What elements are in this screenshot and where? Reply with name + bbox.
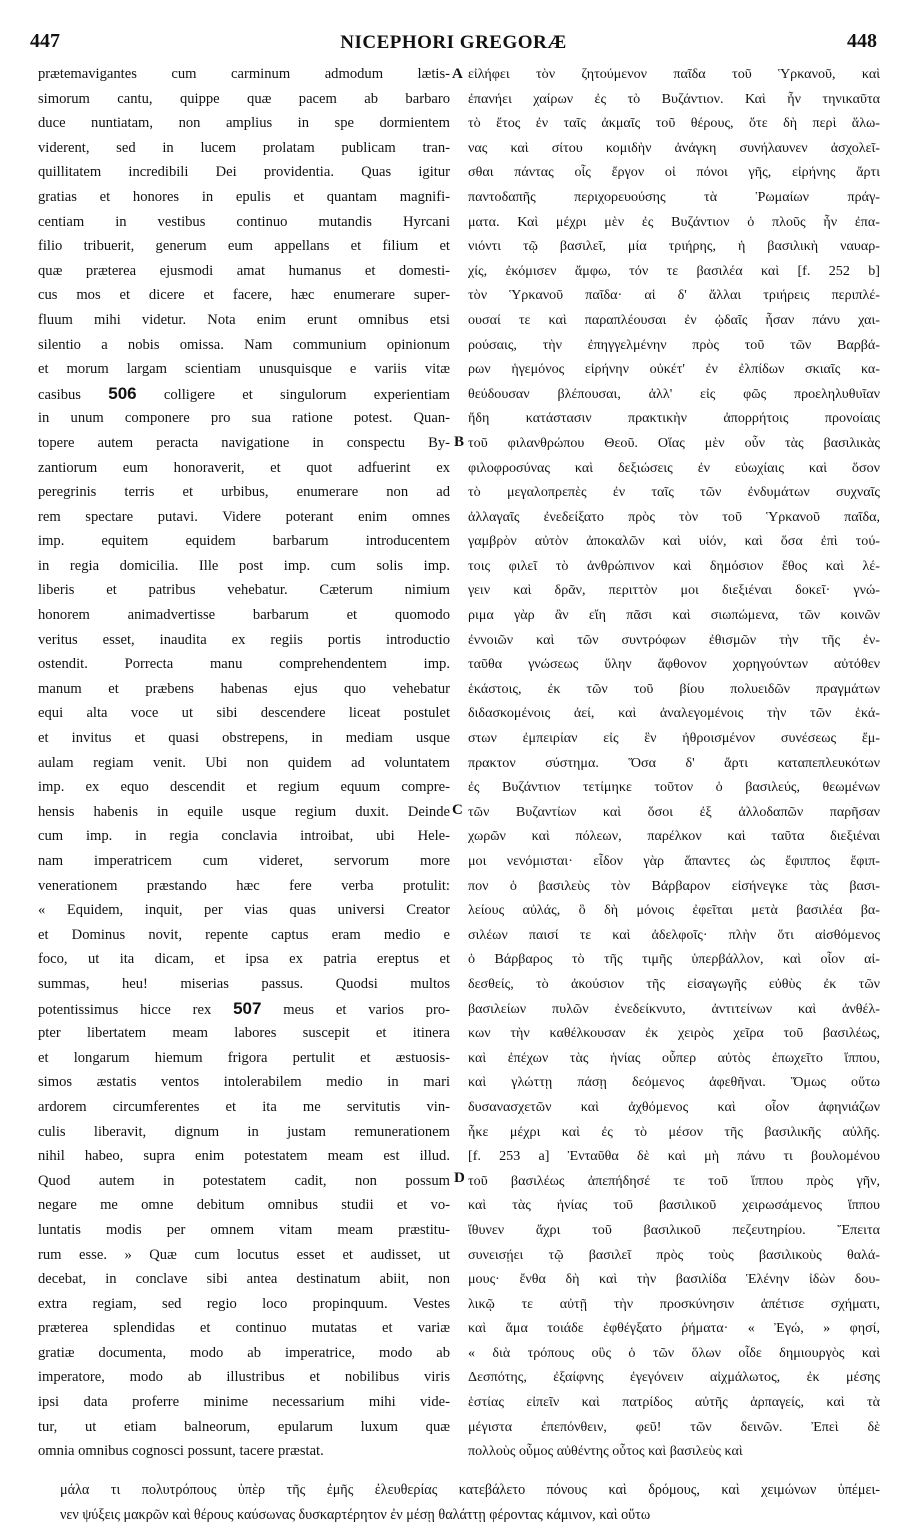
text-line: ἐς Βυζάντιον τετίμηκε τοῦτον ὁ βασιλεύς, θεωμένων xyxy=(468,779,880,796)
text-line: συνεισῄει τῷ βασιλεῖ πρὸς τοὺς βασιλικοὺς θαλά- xyxy=(468,1246,880,1263)
margin-marker-a: A xyxy=(452,66,463,82)
text-line: ardorem circumferentes et ita me servitutis vin- xyxy=(38,1098,450,1115)
text-line: fluum mihi videtur. Nota enim erunt omnibus etsi xyxy=(38,311,450,328)
margin-marker-b: B xyxy=(454,434,465,450)
text-line: et morum largam scientiam unusquisque e variis vitæ xyxy=(38,361,450,378)
text-line: ριμα γὰρ ἂν εἴη πᾶσι καὶ σιωπώμενα, τῶν κοινῶν xyxy=(468,607,880,624)
text-line: τὸν Ὑρκανοῦ παῖδα· αἱ δ' ἄλλαι τριήρεις περιπλέ- xyxy=(468,287,880,304)
text-line: culis liberavit, dignum in justam remunerationem xyxy=(38,1123,450,1140)
text-line: νας καὶ σίτου κομιδὴν ἀνάγκη συνήλαυνεν ἀσχολεῖ- xyxy=(468,139,880,156)
text-line: ἤδη κατάστασιν πρακτικὴν ἀπορρήτοις προνοίαις xyxy=(468,410,880,427)
text-line: βασιλείων πυλῶν ἐνεδείκνυτο, ἀντιτείνων καὶ ἀνθέλ- xyxy=(468,1000,880,1017)
text-line: casibus 506 colligere et singulorum experientiam xyxy=(38,383,450,403)
text-line: equi alta voce ut sibi descendere liceat postulet xyxy=(38,705,450,722)
text-line: ταῦθα γνώσεως ὕλην ἄφθονον χορηγούντων αὐτόθεν xyxy=(468,656,880,673)
inline-page-number: 507 xyxy=(233,998,262,1018)
text-line: nam imperatricem cum videret, servorum more xyxy=(38,853,450,869)
text-line: topere autem peracta navigatione in conspectu By- xyxy=(38,434,450,451)
text-line: καὶ γλώττῃ πάσῃ δεόμενος ἀφεθῆναι. Ὅμως οὕτω xyxy=(468,1074,880,1091)
text-line: cum imp. in regia conclavia introibat, ubi Hele- xyxy=(38,828,450,845)
text-line: καὶ ἐπέχων τὰς ἡνίας οὗπερ αὐτὸς ἐπωχεῖτο ἵππου, xyxy=(468,1049,880,1066)
text-line: παντοδαπῆς περιχορευούσης τὰ Ῥωμαίων πράγ- xyxy=(468,188,880,205)
text-line: « διὰ τρόπους οὓς ὁ τῶν ὅλων οἶδε δημιουργὸς καὶ xyxy=(468,1344,880,1361)
text-line: gratias et honores in epulis et quantam magnifi- xyxy=(38,188,450,205)
text-line: νιόντι τῷ βασιλεῖ, μία τριήρης, ἡ βασιλικὴ ναυαρ- xyxy=(468,238,880,255)
text-line: μους· ἔνθα δὴ καὶ τὴν βασιλίδα Ἑλένην ἰδὼν δου- xyxy=(468,1271,880,1288)
text-line: negare me omne debitum omnibus studii et vo- xyxy=(38,1197,450,1214)
inline-page-number: 506 xyxy=(108,383,137,403)
text-line: στων ἐμπειρίαν εἰς ἓν ἠθροισμένον συνέσεως ἔμ- xyxy=(468,730,880,747)
text-line: δυσανασχετῶν καὶ ἀχθόμενος καὶ οἷον ἀφηνιάζων xyxy=(468,1098,880,1115)
text-line: tur, ut etiam balneorum, epularum luxum quæ xyxy=(38,1418,450,1435)
text-line: ipsi data proferre minime necessarium mihi vide- xyxy=(38,1394,450,1411)
text-line: in regia domicilia. Ille post imp. cum solis imp. xyxy=(38,557,450,574)
text-line: γαμβρὸν αὐτὸν ἀποκαλῶν καὶ υἱόν, καὶ ὅσα ἐπὶ τού- xyxy=(468,533,880,550)
margin-marker-d: D xyxy=(454,1170,465,1186)
text-line: imperatore, modo ab illustribus et nobilibus viris xyxy=(38,1369,450,1386)
text-line: διδασκομένοις ἀεί, καὶ ἀναλεγομένοις τὴν τῶν ἑκά- xyxy=(468,705,880,722)
text-line: potentissimus hicce rex 507 meus et varios pro- xyxy=(38,998,450,1018)
text-line: « Equidem, inquit, per vias quas universi Creator xyxy=(38,902,450,919)
text-line: ἧκε μέχρι καὶ ἐς τὸ μέσον τῆς βασιλικῆς αὐλῆς. xyxy=(468,1123,880,1140)
text-line: πολλοὺς οὗμος αὐθέντης οὗτος καὶ βασιλεὺς καὶ xyxy=(468,1443,743,1460)
text-line: cus mos et dicere et facere, hæc enumerare super- xyxy=(38,287,450,304)
text-line: quæ præterea ejusmodi amat humanus et domesti- xyxy=(38,262,450,279)
text-line: ostendit. Porrecta manu comprehendentem imp. xyxy=(38,656,450,673)
text-line: σιλέων παισί τε καὶ ἀδελφοῖς· πλὴν ὅτι αἰσθόμενος xyxy=(468,926,880,943)
text-line: manum et præbens habenas ejus quo vehebatur xyxy=(38,680,450,697)
text-line: λείους αὐλάς, ὃ δὴ μόνοις ἐφεῖται μετὰ βασιλέα βα- xyxy=(468,902,880,919)
text-line: peregrinis terris et urbibus, enumerare non ad xyxy=(38,484,450,501)
text-line: venerationem præstando hæc fere verba protulit: xyxy=(38,877,450,894)
text-line: præterea splendidas et continuo mutatas et variæ xyxy=(38,1320,450,1337)
text-line: λικῷ τε αὐτῇ τὴν προσκύνησιν ἀπέτισε σχήματι, xyxy=(468,1295,880,1312)
text-line: gratiæ documenta, modo ab imperatrice, modo ab xyxy=(38,1344,450,1361)
text-line: ἐννοιῶν καὶ τῶν συντρόφων ἐθισμῶν τὴν τῆς ἐν- xyxy=(468,631,880,648)
text-line: ματα. Καὶ μέχρι μὲν ἐς Βυζάντιον ὁ πλοῦς ἦν ἐπα- xyxy=(468,213,880,230)
text-line: filio tribuerit, generum eum appellans et filium et xyxy=(38,238,450,255)
text-line: καὶ τὰς ἡνίας τοῦ βασιλικοῦ χειρωσάμενος ἵππου xyxy=(468,1197,880,1214)
text-line: θεύδουσαν βλέπουσαι, ἀλλ' εἰς φῶς προεληλυθυῖαν xyxy=(468,385,880,402)
text-line: μέγιστα ἐπεπόνθειν, φεῦ! τῶν δεινῶν. Ἐπεὶ δὲ xyxy=(468,1418,880,1435)
text-line: σθαι πάντας οἷς ἔργον οἱ πόνοι γῆς, εἰρήνης ἄρτι xyxy=(468,164,880,181)
text-line: ἑκάστοις, ἐκ τῶν τοῦ βίου πολυειδῶν πραγμάτων xyxy=(468,680,880,697)
text-line: ρούσαις, τὴν ἐπηγγελμένην πρὸς τοῦ τῶν Βαρβά- xyxy=(468,336,880,353)
text-line: φιλοφροσύνας καὶ δεξιώσεις ἐν εὐωχίαις καὶ ὅσον xyxy=(468,459,880,476)
text-line: in unum componere pro sua ratione potest. Quan- xyxy=(38,410,450,427)
text-line: imp. ex equo descendit et regium equum compre- xyxy=(38,779,450,796)
running-header xyxy=(30,30,877,60)
text-line: τῶν Βυζαντίων καὶ ὅσοι ἐξ ἀλλοδαπῶν παρῆσαν xyxy=(468,803,880,820)
page-number-right: 448 xyxy=(847,30,877,52)
text-line: τοῦ βασιλέως ἀπεπήδησέ τε τοῦ ἵππου πρὸς γῆν, xyxy=(468,1172,880,1189)
text-line: Δεσπότης, ἐξαίφνης ἐγεγόνειν αἰχμάλωτος, ἐκ μέσης xyxy=(468,1369,880,1386)
latin-column xyxy=(38,62,450,1464)
text-line: ὁ Βάρβαρος τὸ τῆς τιμῆς ὑπερβάλλον, καὶ οἷον αἰ- xyxy=(468,951,880,968)
greek-column xyxy=(468,62,880,1464)
text-line: χωρῶν καὶ πόλεων, παρέλκον καὶ ταῦτα διεξιέναι xyxy=(468,828,880,845)
text-line: quillitatem incredibili Dei providentia. Quas igitur xyxy=(38,164,450,181)
text-line: νεν ψύξεις μακρῶν καὶ θέρους καύσωνας δυσκαρτέρητον ἐν μέσῃ θαλάττῃ φέροντας κάμινον, καὶ οὕτω xyxy=(60,1506,651,1523)
text-line: duce nuntiatam, non amplius in spe dormientem xyxy=(38,115,450,132)
text-line: κων τὴν καθέλκουσαν ἐκ χειρὸς χεῖρα τοῦ βασιλέως, xyxy=(468,1025,880,1042)
text-line: τοις φιλεῖ τὸ ἀνθρώπινον καὶ δημόσιον ἔθος καὶ λέ- xyxy=(468,557,880,574)
text-line: silentio a nobis omissa. Nam communium opinionum xyxy=(38,336,450,353)
text-line: μοι νενόμισται· εἶδον γὰρ ἅπαντες ὡς ἔφιππος ἔφιπ- xyxy=(468,853,880,869)
margin-marker-c: C xyxy=(452,802,463,818)
text-line: ουσαί τε καὶ παραπλέουσαι ἐν ᾠδαῖς ἦσαν πάνυ χαι- xyxy=(468,311,880,328)
text-line: πον ὁ βασιλεὺς τὸν Βάρβαρον εἰσήνεγκε τὰς βασι- xyxy=(468,877,880,894)
text-line: imp. equitem equidem barbarum introducentem xyxy=(38,533,450,550)
text-line: ἀλλαγαῖς ἐνεδείξατο πρὸς τὸν τοῦ Ὑρκανοῦ παῖδα, xyxy=(468,508,880,525)
text-line: rum esse. » Quæ cum locutus esset et audisset, ut xyxy=(38,1246,450,1263)
text-line: τὸ μεγαλοπρεπὲς ἐν ταῖς τῶν ἐνδυμάτων συχναῖς xyxy=(468,484,880,501)
text-line: καὶ ἅμα τοιάδε ἐφθέγξατο ῥήματα· « Ἐγώ, » φησί, xyxy=(468,1320,880,1337)
text-line: [f. 253 a] Ἐνταῦθα δὲ καὶ μὴ πάνυ τι βουλομένου xyxy=(468,1148,880,1165)
text-line: et longarum hiemum frigora pertulit et æstuosis- xyxy=(38,1049,450,1066)
text-line: luntatis modis per omnem vitam meam præstitu- xyxy=(38,1221,450,1238)
text-line: ἐπανήει χαίρων ἐς τὸ Βυζάντιον. Καὶ ἦν τηνικαῦτα xyxy=(468,90,880,107)
text-line: δεσθείς, τὸ ἀκούσιον τῆς εἰσαγωγῆς εὐθὺς ἐκ τῶν xyxy=(468,975,880,992)
text-line: simos æstatis ventos intolerabilem medio in mari xyxy=(38,1074,450,1091)
text-line: et invitus et quasi obstrepens, in mediam usque xyxy=(38,730,450,747)
text-line: ρων ἡγεμόνος εἰρήνην οὐκέτ' ἐν ἐλπίδων σκιαῖς κα- xyxy=(468,361,880,378)
text-line: viderent, sed in lucem prolatam publicam tran- xyxy=(38,139,450,156)
text-line: centiam in vestibus continuo mutandis Hyrcani xyxy=(38,213,450,230)
running-title: NICEPHORI GREGORÆ xyxy=(340,32,567,53)
text-line: χίς, ἐκόμισεν ἄμφω, τόν τε βασιλέα καὶ [f. 252 b] xyxy=(468,262,880,279)
text-line: prætemavigantes cum carminum admodum lætis- xyxy=(38,66,450,82)
text-line: τοῦ φιλανθρώπου Θεοῦ. Οἵας μὲν οὖν τὰς βασιλικὰς xyxy=(468,434,880,451)
text-line: et Dominus novit, repente captus eram medio e xyxy=(38,926,450,943)
text-line: zantiorum eum honoraverit, et quot adfuerint ex xyxy=(38,459,450,476)
full-width-footer-lines xyxy=(60,1478,880,1527)
text-line: extra regiam, sed regio loco propinquum. Vestes xyxy=(38,1295,450,1312)
text-line: ἴθυνεν ἄχρι τοῦ βασιλικοῦ πεζευτηρίου. Ἔπειτα xyxy=(468,1221,880,1238)
text-line: πρακτον σύστημα. Ὅσα δ' ἄρτι καταπεπλευκότων xyxy=(468,754,880,771)
text-line: decebat, in conclave sibi antea destinatum abiit, non xyxy=(38,1271,450,1288)
text-line: liberis et patribus vehebatur. Cæterum nimium xyxy=(38,582,450,599)
text-line: veritus esset, inaudita ex regiis portis introductio xyxy=(38,631,450,648)
text-line: nihil habeo, supra enim potestatem meam est illud. xyxy=(38,1148,450,1165)
text-line: summas, heu! miserias passus. Quodsi multos xyxy=(38,975,450,992)
page-number-left: 447 xyxy=(30,30,60,52)
text-line: simorum cantu, quippe quæ pacem ab barbaro xyxy=(38,90,450,107)
text-line: rem spectare putavi. Videre poterant enim omnes xyxy=(38,508,450,525)
text-line: aulam regiam venit. Ubi non quidem ad voluntatem xyxy=(38,754,450,771)
text-line: εἰλήφει τὸν ζητούμενον παῖδα τοῦ Ὑρκανοῦ, καὶ xyxy=(468,66,880,82)
text-line: foco, ut ita dicam, et ipsa ex patria ereptus et xyxy=(38,951,450,968)
text-line: γειν καὶ δρᾶν, περιττὸν μοι διεξιέναι δοκεῖ· γνώ- xyxy=(468,582,880,599)
text-line: τὸ ἔτος ἐν ταῖς ἀκμαῖς τοῦ θέρους, ὅτε δὴ περὶ ἅλω- xyxy=(468,115,880,132)
text-line: omnia omnibus cognosci possunt, tacere præstat. xyxy=(38,1443,324,1460)
text-line: μάλα τι πολυτρόπους ὑπὲρ τῆς ἐμῆς ἐλευθερίας κατεβάλετο πόνους καὶ δρόμους, καὶ χειμώνων ὑπέμει- xyxy=(60,1482,880,1498)
text-line: honorem animadvertisse barbarum et quomodo xyxy=(38,607,450,624)
text-line: Quod autem in potestatem cadit, non possum xyxy=(38,1172,450,1189)
text-line: pter libertatem meam labores suscepit et itinera xyxy=(38,1025,450,1042)
text-line: hensis habenis in equile usque regium duxit. Deinde xyxy=(38,803,450,820)
text-line: ἑστίας εἰπεῖν καὶ πατρίδος αὐτῆς ἁρπαγείς, καὶ τὰ xyxy=(468,1394,880,1411)
